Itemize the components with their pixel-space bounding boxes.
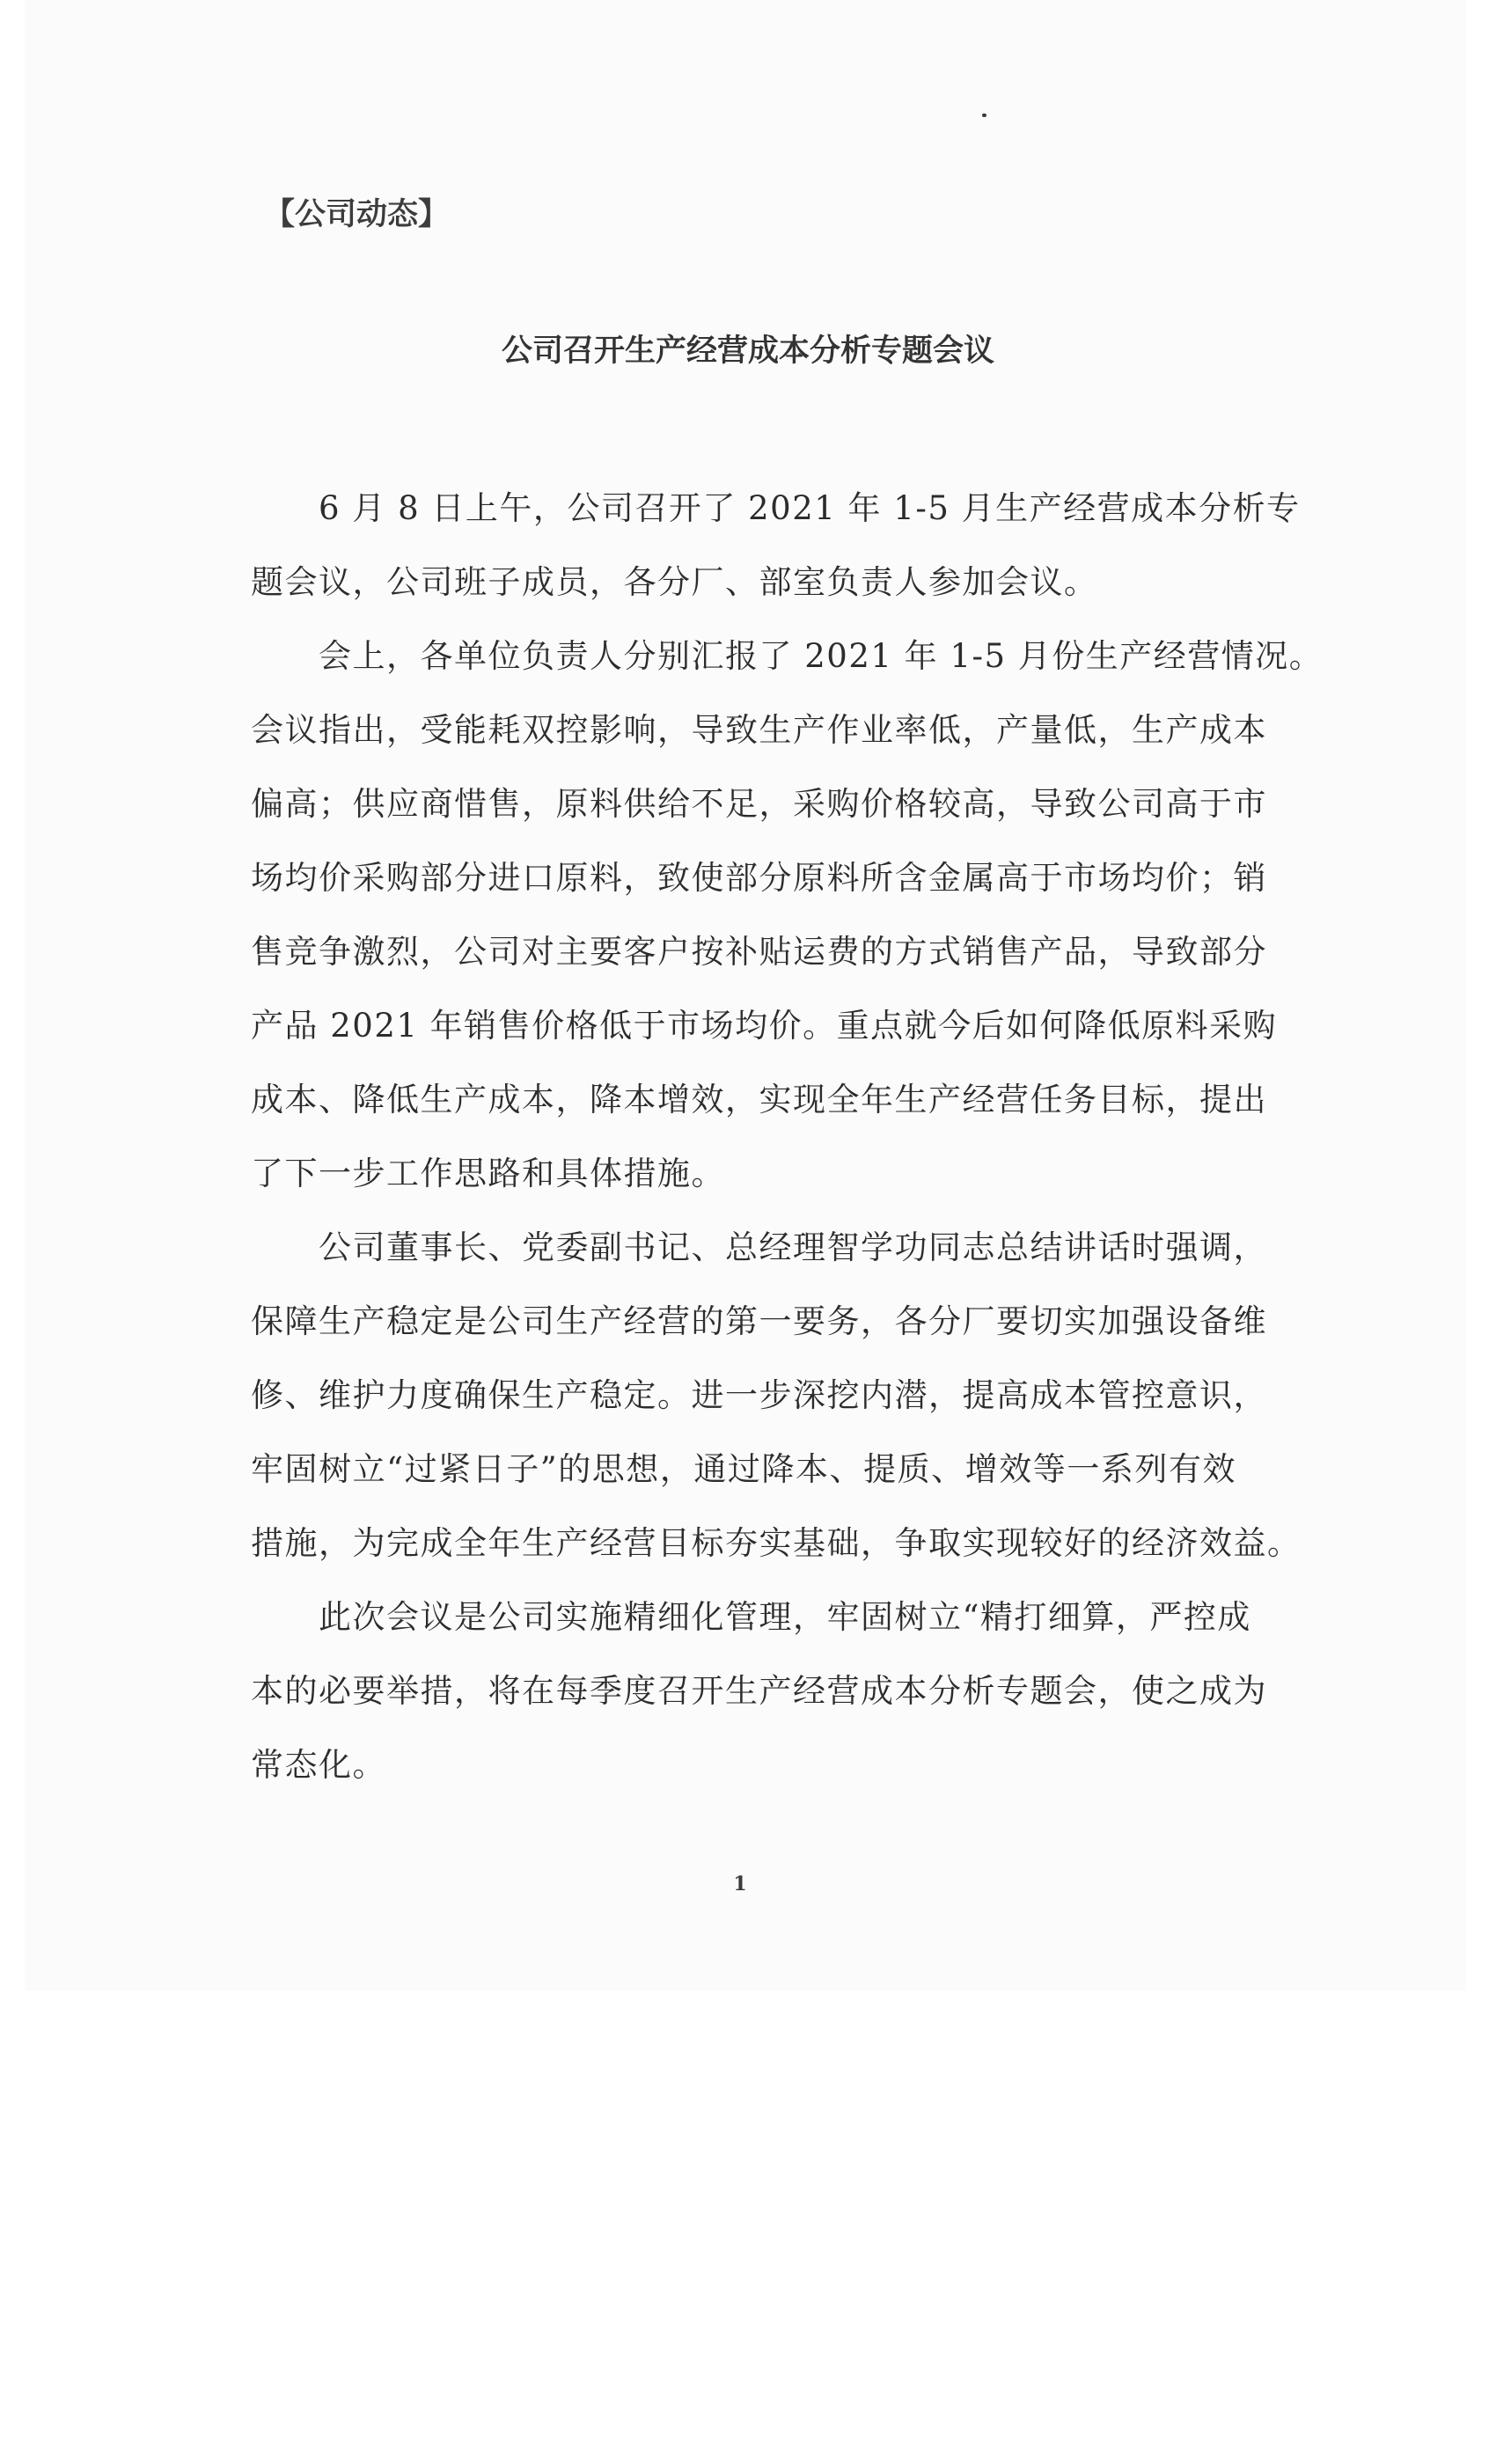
paragraph-line: 售竞争激烈，公司对主要客户按补贴运费的方式销售产品，导致部分 — [251, 933, 1267, 971]
paragraph-1 — [251, 482, 1301, 630]
paragraph-line: 产品 2021 年销售价格低于市场均价。重点就今后如何降低原料采购 — [251, 1007, 1278, 1045]
page-number — [0, 1873, 1496, 1896]
paragraph-line: 偏高；供应商惜售，原料供给不足，采购价格较高，导致公司高于市 — [251, 785, 1267, 823]
paragraph-line: 公司董事长、党委副书记、总经理智学功同志总结讲话时强调， — [319, 1228, 1267, 1266]
paragraph-line: 题会议，公司班子成员，各分厂、部室负责人参加会议。 — [251, 563, 1098, 601]
paragraph-line: 会上，各单位负责人分别汇报了 2021 年 1-5 月份生产经营情况。 — [319, 637, 1324, 675]
paragraph-line: 此次会议是公司实施精细化管理，牢固树立“精打细算，严控成 — [319, 1598, 1251, 1636]
article-body — [251, 482, 1324, 1813]
paragraph-line: 会议指出，受能耗双控影响，导致生产作业率低，产量低，生产成本 — [251, 711, 1267, 749]
paragraph-3 — [251, 1221, 1302, 1591]
section-label: 【公司动态】 — [264, 197, 450, 232]
paragraph-line: 本的必要举措，将在每季度召开生产经营成本分析专题会，使之成为 — [251, 1672, 1267, 1710]
paragraph-line: 牢固树立“过紧日子”的思想，通过降本、提质、增效等一系列有效 — [251, 1450, 1236, 1488]
paragraph-line: 成本、降低生产成本，降本增效，实现全年生产经营任务目标，提出 — [251, 1081, 1267, 1118]
paragraph-line: 修、维护力度确保生产稳定。进一步深挖内潜，提高成本管控意识， — [251, 1376, 1267, 1414]
page-number-text: 1 — [733, 1873, 747, 1896]
paragraph-line: 了下一步工作思路和具体措施。 — [251, 1155, 725, 1192]
paragraph-4 — [251, 1591, 1267, 1813]
article-title — [0, 331, 1496, 371]
paragraph-line: 6 月 8 日上午，公司召开了 2021 年 1-5 月生产经营成本分析专 — [319, 489, 1301, 527]
paragraph-line: 保障生产稳定是公司生产经营的第一要务，各分厂要切实加强设备维 — [251, 1302, 1267, 1340]
paragraph-line: 场均价采购部分进口原料，致使部分原料所含金属高于市场均价；销 — [251, 859, 1267, 897]
scan-dust-speck — [982, 114, 986, 117]
paragraph-2 — [251, 630, 1324, 1221]
paragraph-line: 措施，为完成全年生产经营目标夯实基础，争取实现较好的经济效益。 — [251, 1524, 1302, 1562]
article-title-text: 公司召开生产经营成本分析专题会议 — [501, 334, 994, 369]
paragraph-line: 常态化。 — [251, 1746, 386, 1784]
